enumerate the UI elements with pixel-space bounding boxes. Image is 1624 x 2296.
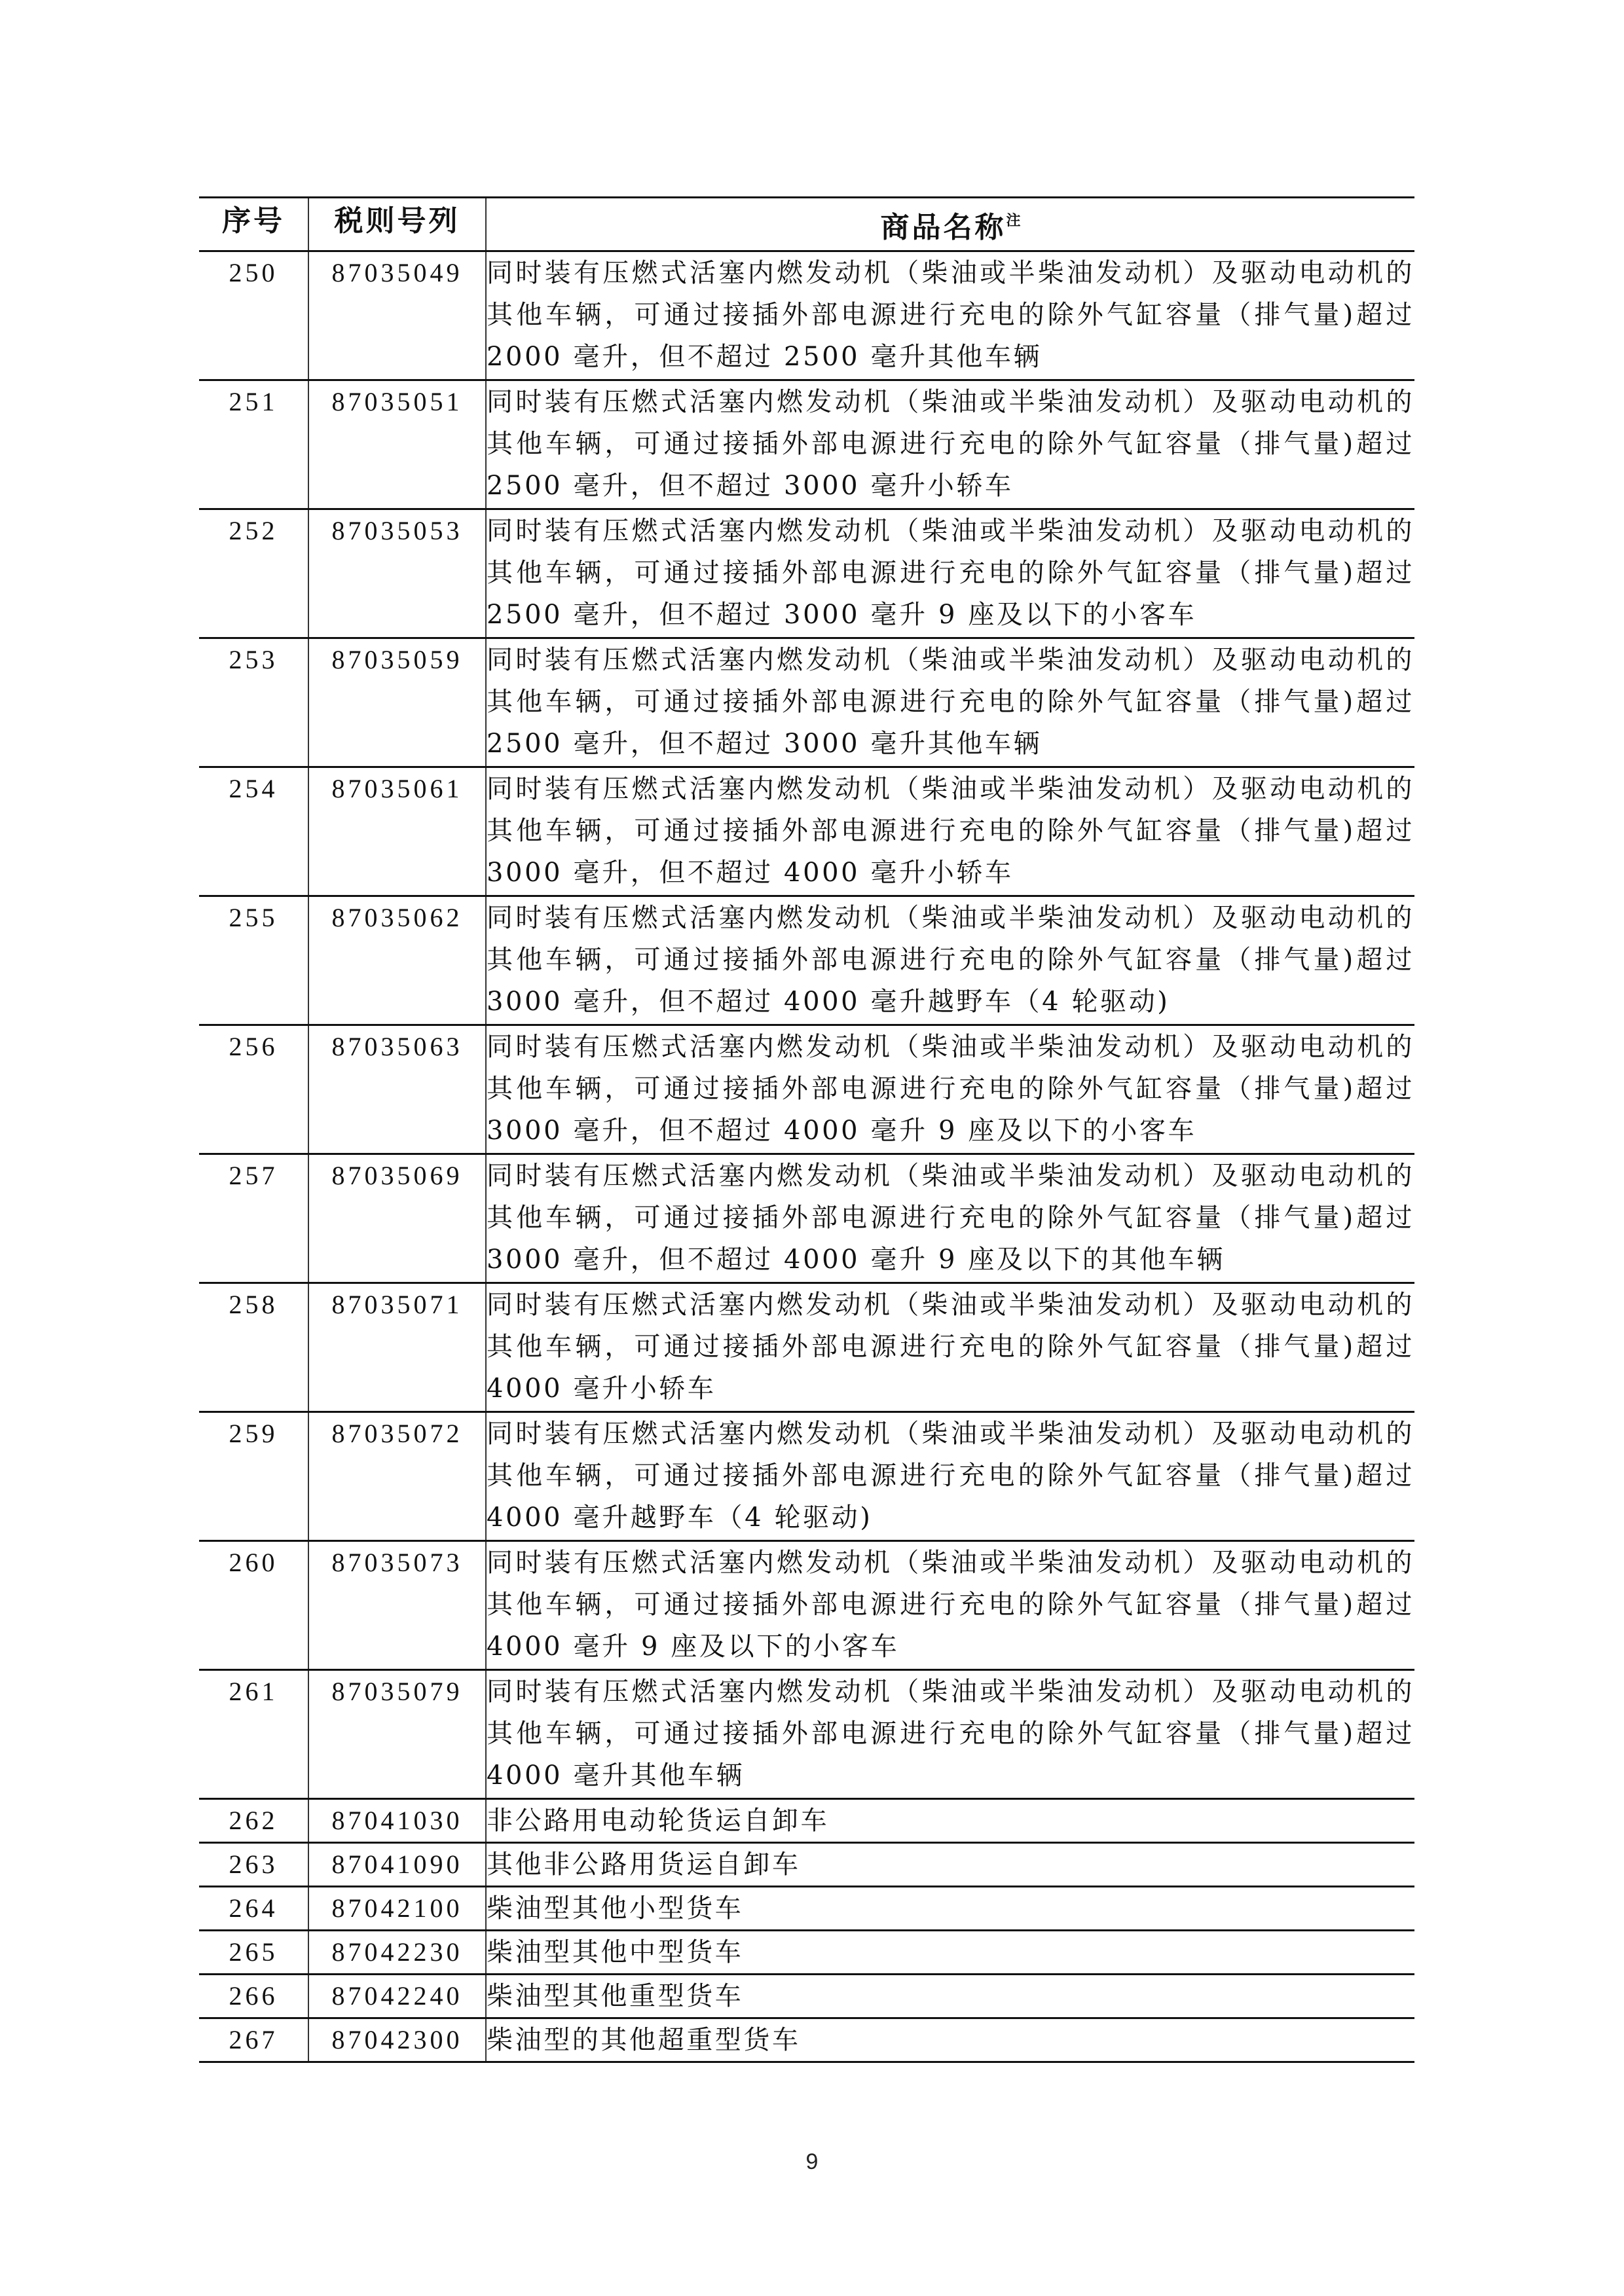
- row-goods-name: 柴油型其他中型货车: [486, 1931, 1414, 1975]
- table-row: [199, 509, 1414, 638]
- header-seq: 序号: [199, 198, 308, 251]
- row-seq: 253: [199, 638, 308, 767]
- row-seq: 252: [199, 509, 308, 638]
- row-tariff-code: 87035073: [308, 1541, 486, 1670]
- row-goods-name: 同时装有压燃式活塞内燃发动机（柴油或半柴油发动机）及驱动电动机的其他车辆，可通过接插外部电源进行充电的除外气缸容量（排气量)超过 3000 毫升，但不超过 4000 毫升 9 座及以下的小客车: [486, 1025, 1414, 1154]
- table-body: [199, 251, 1414, 2062]
- row-goods-name: 其他非公路用货运自卸车: [486, 1843, 1414, 1887]
- row-seq: 250: [199, 251, 308, 380]
- table-header: [199, 198, 1414, 251]
- row-tariff-code: 87035059: [308, 638, 486, 767]
- page-number: 9: [805, 2149, 819, 2174]
- row-goods-name: 同时装有压燃式活塞内燃发动机（柴油或半柴油发动机）及驱动电动机的其他车辆，可通过接插外部电源进行充电的除外气缸容量（排气量)超过 2500 毫升，但不超过 3000 毫升其他车辆: [486, 638, 1414, 767]
- header-goods-name-label: 商品名称: [880, 211, 1006, 244]
- row-tariff-code: 87035079: [308, 1670, 486, 1799]
- row-goods-name: 同时装有压燃式活塞内燃发动机（柴油或半柴油发动机）及驱动电动机的其他车辆，可通过接插外部电源进行充电的除外气缸容量（排气量)超过 4000 毫升越野车（4 轮驱动): [486, 1412, 1414, 1541]
- table-row: [199, 2018, 1414, 2062]
- row-seq: 258: [199, 1283, 308, 1412]
- row-tariff-code: 87035072: [308, 1412, 486, 1541]
- table-row: [199, 1931, 1414, 1975]
- row-seq: 264: [199, 1887, 308, 1931]
- table-row: [199, 1670, 1414, 1799]
- table-row: [199, 1799, 1414, 1843]
- row-tariff-code: 87042100: [308, 1887, 486, 1931]
- row-goods-name: 同时装有压燃式活塞内燃发动机（柴油或半柴油发动机）及驱动电动机的其他车辆，可通过接插外部电源进行充电的除外气缸容量（排气量)超过 2500 毫升，但不超过 3000 毫升小轿车: [486, 380, 1414, 509]
- row-seq: 263: [199, 1843, 308, 1887]
- row-goods-name: 柴油型其他小型货车: [486, 1887, 1414, 1931]
- row-goods-name: 同时装有压燃式活塞内燃发动机（柴油或半柴油发动机）及驱动电动机的其他车辆，可通过接插外部电源进行充电的除外气缸容量（排气量)超过 2500 毫升，但不超过 3000 毫升 9 座及以下的小客车: [486, 509, 1414, 638]
- table-row: [199, 767, 1414, 896]
- header-note-marker: 注: [1006, 213, 1021, 229]
- row-seq: 254: [199, 767, 308, 896]
- row-tariff-code: 87042230: [308, 1931, 486, 1975]
- row-tariff-code: 87035053: [308, 509, 486, 638]
- row-seq: 251: [199, 380, 308, 509]
- table-row: [199, 1283, 1414, 1412]
- table-row: [199, 1541, 1414, 1670]
- row-seq: 259: [199, 1412, 308, 1541]
- row-goods-name: 同时装有压燃式活塞内燃发动机（柴油或半柴油发动机）及驱动电动机的其他车辆，可通过接插外部电源进行充电的除外气缸容量（排气量)超过 2000 毫升，但不超过 2500 毫升其他车辆: [486, 251, 1414, 380]
- row-seq: 255: [199, 896, 308, 1025]
- table-row: [199, 1412, 1414, 1541]
- table-row: [199, 1843, 1414, 1887]
- table-row: [199, 380, 1414, 509]
- table-row: [199, 1025, 1414, 1154]
- table-row: [199, 1154, 1414, 1283]
- row-tariff-code: 87035051: [308, 380, 486, 509]
- table-row: [199, 251, 1414, 380]
- row-seq: 257: [199, 1154, 308, 1283]
- tariff-table: [199, 196, 1414, 2063]
- row-seq: 266: [199, 1975, 308, 2018]
- row-goods-name: 同时装有压燃式活塞内燃发动机（柴油或半柴油发动机）及驱动电动机的其他车辆，可通过接插外部电源进行充电的除外气缸容量（排气量)超过 4000 毫升其他车辆: [486, 1670, 1414, 1799]
- row-goods-name: 柴油型的其他超重型货车: [486, 2018, 1414, 2062]
- row-seq: 262: [199, 1799, 308, 1843]
- header-tariff-code: 税则号列: [308, 198, 486, 251]
- row-tariff-code: 87035049: [308, 251, 486, 380]
- table-row: [199, 638, 1414, 767]
- row-tariff-code: 87041090: [308, 1843, 486, 1887]
- row-tariff-code: 87041030: [308, 1799, 486, 1843]
- row-tariff-code: 87042300: [308, 2018, 486, 2062]
- row-goods-name: 非公路用电动轮货运自卸车: [486, 1799, 1414, 1843]
- row-goods-name: 同时装有压燃式活塞内燃发动机（柴油或半柴油发动机）及驱动电动机的其他车辆，可通过接插外部电源进行充电的除外气缸容量（排气量)超过 3000 毫升，但不超过 4000 毫升 9 座及以下的其他车辆: [486, 1154, 1414, 1283]
- row-goods-name: 同时装有压燃式活塞内燃发动机（柴油或半柴油发动机）及驱动电动机的其他车辆，可通过接插外部电源进行充电的除外气缸容量（排气量)超过 3000 毫升，但不超过 4000 毫升小轿车: [486, 767, 1414, 896]
- table-row: [199, 1887, 1414, 1931]
- header-goods-name: [486, 198, 1414, 251]
- row-tariff-code: 87035071: [308, 1283, 486, 1412]
- row-tariff-code: 87035061: [308, 767, 486, 896]
- row-seq: 265: [199, 1931, 308, 1975]
- row-seq: 260: [199, 1541, 308, 1670]
- row-seq: 256: [199, 1025, 308, 1154]
- row-tariff-code: 87035063: [308, 1025, 486, 1154]
- row-tariff-code: 87042240: [308, 1975, 486, 2018]
- row-tariff-code: 87035069: [308, 1154, 486, 1283]
- row-seq: 267: [199, 2018, 308, 2062]
- row-tariff-code: 87035062: [308, 896, 486, 1025]
- row-goods-name: 柴油型其他重型货车: [486, 1975, 1414, 2018]
- row-goods-name: 同时装有压燃式活塞内燃发动机（柴油或半柴油发动机）及驱动电动机的其他车辆，可通过接插外部电源进行充电的除外气缸容量（排气量)超过 3000 毫升，但不超过 4000 毫升越野车（4 轮驱动): [486, 896, 1414, 1025]
- header-row: [199, 198, 1414, 251]
- row-seq: 261: [199, 1670, 308, 1799]
- table-row: [199, 1975, 1414, 2018]
- row-goods-name: 同时装有压燃式活塞内燃发动机（柴油或半柴油发动机）及驱动电动机的其他车辆，可通过接插外部电源进行充电的除外气缸容量（排气量)超过 4000 毫升 9 座及以下的小客车: [486, 1541, 1414, 1670]
- table-row: [199, 896, 1414, 1025]
- row-goods-name: 同时装有压燃式活塞内燃发动机（柴油或半柴油发动机）及驱动电动机的其他车辆，可通过接插外部电源进行充电的除外气缸容量（排气量)超过 4000 毫升小轿车: [486, 1283, 1414, 1412]
